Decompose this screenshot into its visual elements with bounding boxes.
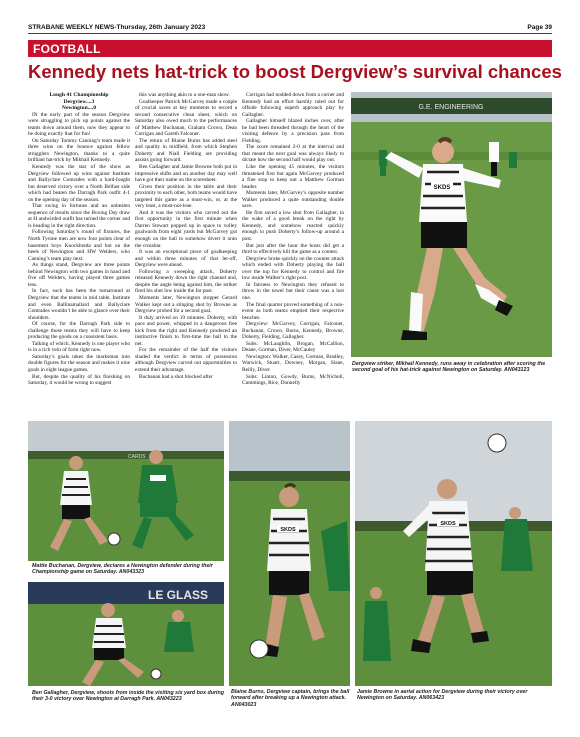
article-paragraph: Kennedy was the star of the show as Dergview followed up wins against Institute and Ballyclare Comrades with a hard-fought but deserved victory over a North Belfast side which had beaten the Darragh Park outfit 4-1 on the opening day of the season. bbox=[28, 164, 130, 203]
article-paragraph: Saturday’s goals takes the marksman into double figures for the season and makes it nine goals in eight league games. bbox=[28, 353, 130, 373]
page-number: Page 39 bbox=[527, 24, 552, 31]
shirt-sponsor: SKDS bbox=[440, 521, 456, 527]
article-column-1 bbox=[28, 92, 130, 410]
gallagher-image bbox=[28, 582, 224, 686]
article-paragraph: On Saturday Tommy Canning’s team made it three wins on the bounce against fellow strugglers Newington, thanks to a quite brilliant hat-trick by Mikhail Kennedy. bbox=[28, 137, 130, 164]
ad-board-text: G.E. ENGINEERING bbox=[418, 104, 484, 111]
shirt-sponsor: SKDS bbox=[280, 527, 296, 533]
article-paragraph: The return of Blaine Burns has added steel and quality in midfield, from which Stephen Doherty and Niall Fielding are providing assists going forward. bbox=[135, 137, 237, 164]
section-bar bbox=[28, 40, 552, 57]
article-paragraph: In fairness to Newington they refused to throw in the towel but their cause was a lost one. bbox=[242, 281, 344, 301]
column-3-paragraphs bbox=[242, 92, 344, 387]
article-paragraph: Given their position in the table and their proximity to each other, both teams would have targeted this game as a must-win, or, at the very least, a must-not-lose. bbox=[135, 183, 237, 210]
article-paragraph: Like the opening 45 minutes, the visitors threatened first but again McGarvey produced a fine stop to keep out a Matthew Gorman header. bbox=[242, 164, 344, 190]
column-1-paragraphs bbox=[28, 112, 130, 387]
article-paragraph: It duly arrived on 19 minutes. Doherty, with pace and power, whipped in a dangerous free kick from the right and Kennedy produced an instinctive finish to first-time the ball to the net. bbox=[135, 314, 237, 347]
article-paragraph: Buchanan had a shot blocked after bbox=[139, 373, 213, 380]
article-paragraph: But just after the hour the hosts did get a third to effectively kill the game as a contest. bbox=[242, 242, 344, 256]
article-paragraph: Gallagher himself blazed inches over, after he had been threaded through the heart of the visiting defence by a precision pass from Fielding. bbox=[242, 118, 344, 144]
masthead-date: STRABANE WEEKLY NEWS-Thursday, 26th January 2023 bbox=[28, 24, 206, 31]
subhead-line: Dergview....3 bbox=[63, 98, 95, 105]
article-paragraph: IN the early part of the season Dergview were struggling to pick up points against the teams down around them, now they appear to be doing exactly that for fun! bbox=[28, 111, 130, 138]
board-text: LE GLASS bbox=[148, 588, 209, 602]
browne-image bbox=[355, 421, 552, 686]
article-paragraph: Moments later, Newington stopper Gerard Walker kept out a stinging shot by Browne as Dergview probed for a second goal. bbox=[135, 294, 237, 315]
caption-main: Dergview striker, Mikhail Kennedy, runs away in celebration after scoring the second goal of his hat-trick against Newington on Saturday. AN043123 bbox=[352, 361, 546, 374]
article-paragraph: In fact, such has been the turnaround at Dergview that the teams in mid table, Institute and even Ballinamallard and Ballyclare Comrades wouldn’t be able to glance over their shoulders. bbox=[28, 288, 130, 321]
article-paragraph: this was anything akin to a one-man show. bbox=[139, 92, 230, 98]
article-paragraph: Goalkeeper Patrick McGarvey made a couple of crucial saves at key moments to record a second consecutive clean sheet, which on Saturday also owed much to the performances of Matthew Buchanan, Graham Crown, Dean Corrigan and Gareth Falconer. bbox=[135, 98, 237, 138]
article-paragraph: The score remained 2-0 at the interval and that meant the next goal was always likely to dictate how the second half would play out. bbox=[242, 144, 344, 164]
article-paragraph: But, despite the quality of his finishing on Saturday, it would be wrong to suggest bbox=[28, 373, 130, 387]
article-paragraph: That swing in fortunes and an unbeaten sequence of results since the Boxing Day draw at H andwirded outfit has turned the corner and is heading in the right direction. bbox=[28, 203, 130, 229]
article-paragraph: And it was the visitors who carved out the first opportunity in the first minute when Darren Stewart popped up in space to volley goalwards from eight yards but McGarvey got enough on the ball to somehow divert it onto the crossbar. bbox=[135, 209, 237, 249]
caption-burns: Blaine Burns, Dergview captain, brings the ball forward after breaking up a Newington attack. AN043023 bbox=[231, 689, 350, 708]
article-paragraph: For the remainder of the half the visitors shaded the verdict in terms of possession although Dergview carved out opportunities to extend their advantage. bbox=[135, 347, 237, 373]
article-paragraph: As things stand, Dergview are three points behind Newington with two games in hand and five off Welders, having played three games less. bbox=[28, 262, 130, 288]
article-paragraph: He first saved a low shot from Gallagher, in the wake of a good break on the right by Kennedy, and somehow reacted quickly enough to push Doherty’s follow-up around a post. bbox=[242, 209, 344, 243]
buchanan-image bbox=[28, 421, 224, 561]
photo-gallagher bbox=[28, 582, 224, 686]
article-column-3 bbox=[242, 92, 344, 410]
article-paragraph: Dergview: McGarvey, Corrigan, Falconer, Buchanan, Crown, Burns, Kennedy, Browne, Doherty, Fielding, Gallagher. bbox=[242, 321, 344, 341]
column-2-paragraphs bbox=[135, 92, 237, 380]
celebration-image bbox=[351, 92, 552, 357]
photo-buchanan bbox=[28, 421, 224, 561]
photo-burns bbox=[229, 421, 350, 686]
article-paragraph: Subs: Linton, Gowdy, Burns, McNicholl, Cummings, Rice, Donnelly bbox=[242, 373, 344, 387]
article-paragraph: Newington: Walker, Casey, Gorman, Bradley, Warwick, Stuart, Downey, Morgan, Slane, Reilly, Diver. bbox=[242, 353, 344, 373]
caption-buchanan: Mattie Buchanan, Dergview, declares a Newington defender during their Championship game on Saturday. AN043323 bbox=[32, 563, 213, 576]
article-paragraph: Ben Gallagher and Jamie Browne both put in impressive shifts and on another day may well have got their name on the scoresheet. bbox=[135, 164, 237, 184]
article-paragraph: The final quarter proved something of a non-event as both teams emptied their respective benches. bbox=[242, 301, 344, 321]
photo-browne bbox=[355, 421, 552, 686]
article-paragraph: Subs: McLaughlin, Brogan, McCallion, Deane, Gorman, Diver, McCauley bbox=[242, 340, 344, 354]
burns-image bbox=[229, 421, 350, 686]
article-paragraph: Dergview broke quickly on the counter attack which ended with Doherty playing the ball over the top for Kennedy to control and fire low inside Walker’s right post. bbox=[242, 255, 344, 282]
article-paragraph: Following a sweeping attack, Doherty released Kennedy down the right channel and, despite the angle being against him, the striker fired his shot low inside the far post. bbox=[135, 268, 237, 295]
subhead-line: Newington....0 bbox=[61, 105, 97, 112]
photo-kennedy-celebration bbox=[351, 92, 552, 357]
article-paragraph: Following Saturday’s round of fixtures, the North Tyrone men are now four points clear of basement boys Knockbreda and hot on the heels of Newington and HW Welders, who Canning’s team play next. bbox=[28, 229, 130, 262]
article-paragraph: Talking of which, Kennedy is one player who is in a rich vein of form right now. bbox=[28, 340, 130, 354]
caption-browne: Jamie Browne in aerial action for Dergview during their victory over Newington on Saturday. AN063423 bbox=[357, 689, 528, 702]
caption-gallagher: Ben Gallagher, Dergview, shoots from inside the visiting six yard box during their 3-0 victory over Newington at Darragh Park. AN043223 bbox=[32, 690, 225, 703]
masthead bbox=[28, 24, 552, 34]
article-paragraph: It was an exceptional piece of goalkeeping and within three minutes of that let-off, Dergview were ahead. bbox=[135, 249, 237, 269]
headline: Kennedy nets hat-trick to boost Dergview’s survival chances bbox=[28, 61, 562, 82]
section-label: FOOTBALL bbox=[33, 42, 101, 56]
article-column-2 bbox=[135, 92, 237, 410]
shirt-sponsor: SKDS bbox=[433, 185, 451, 191]
article-paragraph: Moments later, McGarvey’s opposite number Walker produced a quite outstanding double save. bbox=[242, 190, 344, 210]
subhead-line: Lough 41 Championship bbox=[49, 92, 109, 98]
article-paragraph: Of course, for the Darragh Park side to challenge those teams they will have to keep producing the goods on a consistent basis. bbox=[28, 321, 130, 341]
article-paragraph: Corrigan had nodded down from a corner and Kennedy had an effort harshly ruled out for offside following superb approach play by Gallagher. bbox=[242, 92, 344, 118]
board-text: CARDS bbox=[128, 454, 146, 460]
